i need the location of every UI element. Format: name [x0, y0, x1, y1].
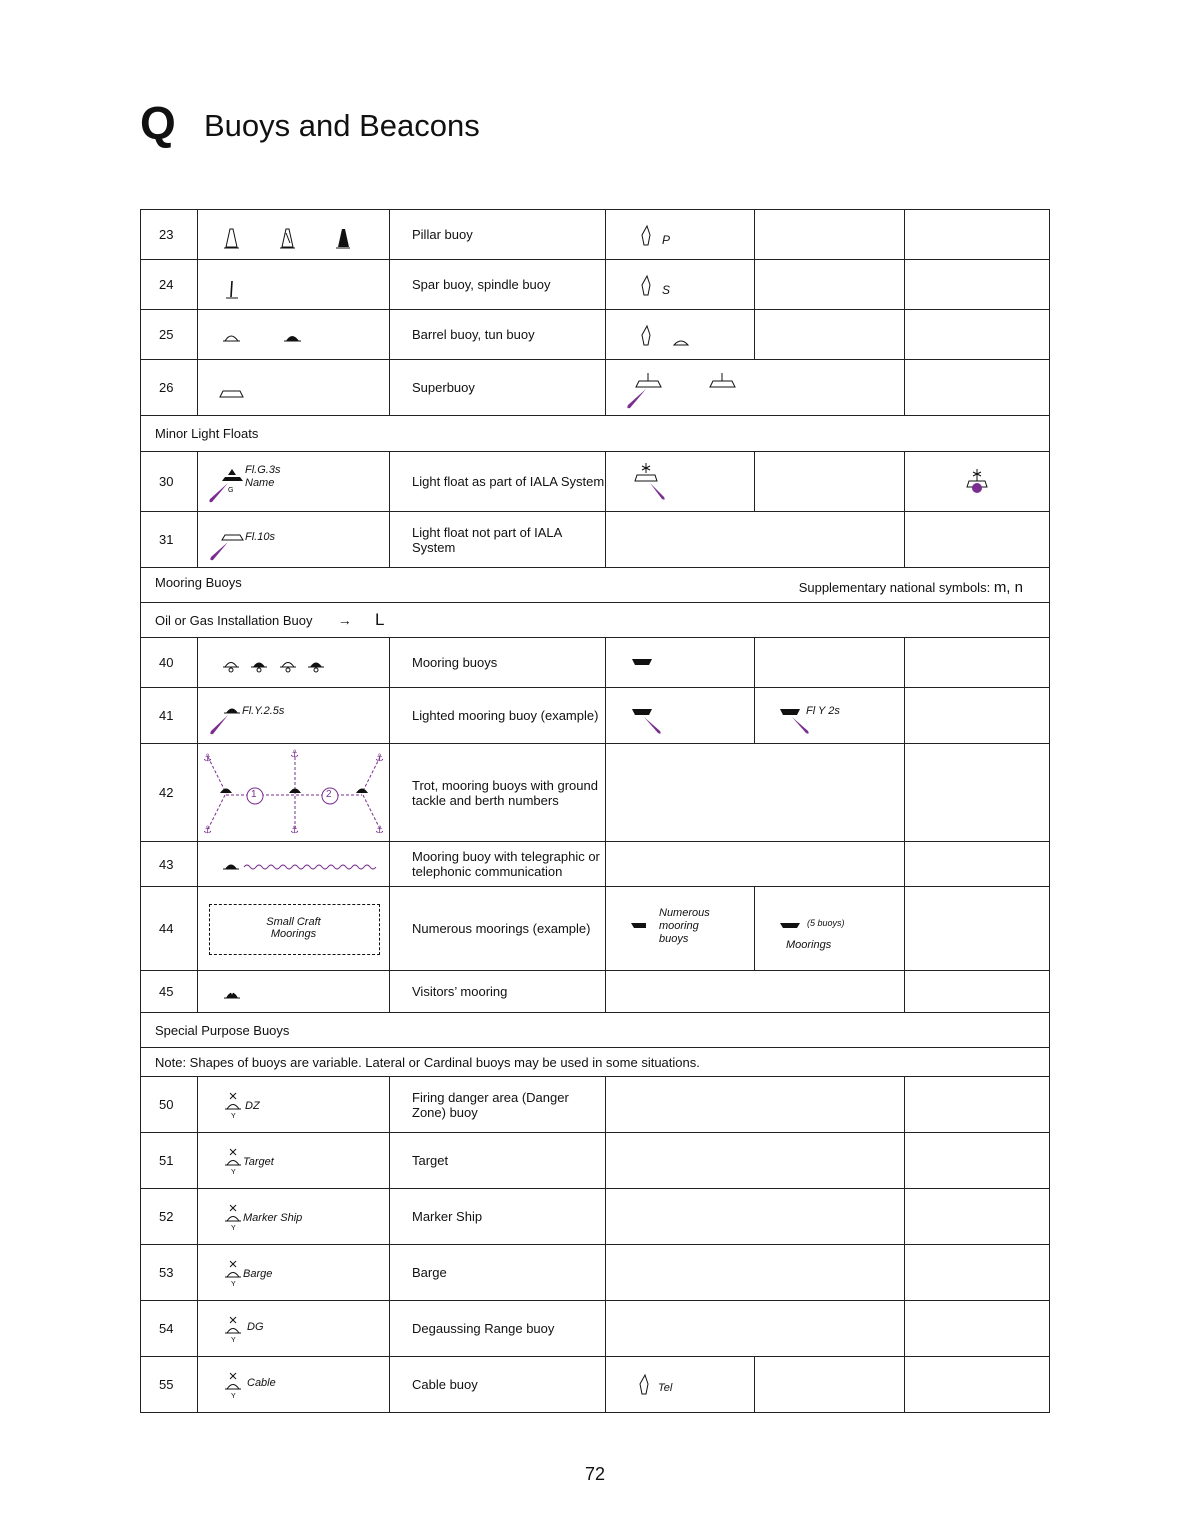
table-row	[141, 1301, 1050, 1357]
symbol-cell	[198, 1077, 390, 1133]
special-buoy-icon	[198, 1078, 244, 1132]
buoy-colour-code: Y	[231, 1168, 236, 1176]
mooring-buoy-iala-icon	[606, 888, 646, 970]
symbol-table	[140, 209, 1050, 1413]
light-float-alt-icon	[905, 453, 1049, 511]
row-number: 30	[141, 452, 198, 512]
name-label: Name	[245, 476, 275, 489]
symbol-description: Trot, mooring buoys with ground tackle and berth numbers	[390, 744, 606, 842]
special-buoy-icon	[198, 1134, 244, 1188]
empty-cell	[905, 638, 1050, 688]
pillar-buoy-iala-icon	[638, 211, 678, 259]
table-row	[141, 452, 1050, 512]
row-number: 53	[141, 1245, 198, 1301]
symbol-cell	[198, 1357, 390, 1413]
empty-cell	[905, 1077, 1050, 1133]
empty-cell	[755, 310, 905, 360]
symbol-description: Cable buoy	[390, 1357, 606, 1413]
pillar-buoy-icon	[198, 211, 388, 259]
row-number: 31	[141, 512, 198, 568]
note-text: Oil or Gas Installation Buoy	[155, 613, 313, 628]
anchor-icon: ⚓	[375, 824, 384, 836]
symbol-cell	[198, 452, 390, 512]
symbol-cell	[198, 744, 390, 842]
symbol-description: Pillar buoy	[390, 210, 606, 260]
empty-cell	[606, 1077, 905, 1133]
note-text: Note: Shapes of buoys are variable. Lateral or Cardinal buoys may be used in some situations.	[141, 1048, 1050, 1077]
buoy-tag: Barge	[243, 1267, 273, 1280]
section-heading: Special Purpose Buoys	[141, 1013, 1050, 1048]
buoy-tag: Cable	[247, 1376, 276, 1389]
symbol-cell	[198, 310, 390, 360]
mooring-area-label	[209, 916, 378, 940]
empty-cell	[606, 842, 905, 887]
empty-cell	[905, 210, 1050, 260]
empty-cell	[905, 1245, 1050, 1301]
iala-cell	[606, 887, 755, 971]
symbol-description: Lighted mooring buoy (example)	[390, 688, 606, 744]
table-row	[141, 310, 1050, 360]
mooring-buoy-alt-icon	[755, 888, 805, 970]
row-number: 41	[141, 688, 198, 744]
row-number: 23	[141, 210, 198, 260]
symbol-cell	[905, 452, 1050, 512]
symbol-cell	[198, 842, 390, 887]
empty-cell	[905, 1301, 1050, 1357]
light-char-label: Fl.10s	[245, 530, 275, 543]
symbol-description: Numerous moorings (example)	[390, 887, 606, 971]
empty-cell	[905, 260, 1050, 310]
barrel-buoy-iala-icon	[606, 311, 754, 359]
light-float-sub: G	[228, 486, 234, 494]
symbol-cell	[755, 887, 905, 971]
label-line: Numerous	[659, 906, 710, 919]
symbol-cell	[198, 638, 390, 688]
symbol-cell	[198, 1245, 390, 1301]
empty-cell	[905, 1189, 1050, 1245]
label-line: buoys	[659, 932, 689, 945]
buoy-colour-code: Y	[231, 1280, 236, 1288]
empty-cell	[905, 310, 1050, 360]
row-number: 44	[141, 887, 198, 971]
anchor-icon: ⚓	[203, 752, 212, 764]
row-number: 51	[141, 1133, 198, 1189]
mooring-area-line: Small Craft	[266, 915, 321, 928]
table-row	[141, 360, 1050, 416]
iala-label: Tel	[658, 1381, 673, 1394]
row-number: 25	[141, 310, 198, 360]
table-row	[141, 512, 1050, 568]
trot-mooring-icon	[198, 745, 388, 841]
row-number: 52	[141, 1189, 198, 1245]
empty-cell	[606, 1301, 905, 1357]
mooring-buoy-iala-icon	[606, 639, 754, 687]
lighted-mooring-iala-icon	[606, 689, 754, 743]
section-row	[141, 416, 1050, 452]
iala-cell	[606, 360, 905, 416]
row-number: 54	[141, 1301, 198, 1357]
anchor-icon: ⚓	[203, 824, 212, 836]
symbol-description: Light float not part of IALA System	[390, 512, 606, 568]
symbol-cell	[198, 688, 390, 744]
buoy-tag: DG	[247, 1320, 264, 1333]
empty-cell	[755, 210, 905, 260]
supplementary-label: Supplementary national symbols:	[798, 579, 991, 595]
note-row	[141, 603, 1050, 638]
table-row	[141, 1189, 1050, 1245]
symbol-cell	[198, 1189, 390, 1245]
mooring-area-line: Moorings	[270, 927, 317, 940]
symbol-description: Spar buoy, spindle buoy	[390, 260, 606, 310]
symbol-cell	[198, 887, 390, 971]
anchor-icon: ⚓	[290, 748, 299, 760]
note-row	[141, 1048, 1050, 1077]
buoy-colour-code: Y	[231, 1112, 236, 1120]
iala-cell	[606, 1357, 755, 1413]
empty-cell	[905, 512, 1050, 568]
berth-number: 1	[251, 788, 257, 800]
section-row	[141, 568, 1050, 603]
iala-cell	[606, 638, 755, 688]
buoy-colour-code: Y	[231, 1224, 236, 1232]
spar-buoy-icon	[198, 261, 388, 309]
empty-cell	[755, 1357, 905, 1413]
superbuoy-icon	[198, 361, 388, 415]
symbol-description: Barrel buoy, tun buoy	[390, 310, 606, 360]
arrow-icon: →	[337, 612, 352, 628]
supplementary-values: m, n	[993, 578, 1023, 596]
buoy-tag: Marker Ship	[243, 1211, 303, 1224]
anchor-icon: ⚓	[290, 824, 299, 836]
symbol-description: Target	[390, 1133, 606, 1189]
iala-cell	[606, 688, 755, 744]
buoy-colour-code: Y	[231, 1336, 236, 1344]
row-number: 26	[141, 360, 198, 416]
mooring-buoys-icon	[198, 639, 388, 687]
iala-cell	[606, 452, 755, 512]
symbol-cell	[198, 971, 390, 1013]
light-char-label: Fl.G.3s	[245, 463, 281, 476]
empty-cell	[905, 688, 1050, 744]
empty-cell	[606, 1133, 905, 1189]
symbol-cell	[198, 210, 390, 260]
section-heading	[141, 568, 1050, 603]
barrel-buoy-icon	[198, 311, 388, 359]
symbol-description: Degaussing Range buoy	[390, 1301, 606, 1357]
symbol-cell	[198, 360, 390, 416]
empty-cell	[905, 842, 1050, 887]
empty-cell	[606, 1245, 905, 1301]
table-row	[141, 688, 1050, 744]
special-buoy-icon	[198, 1358, 244, 1412]
symbol-description: Visitors’ mooring	[390, 971, 606, 1013]
table-row	[141, 744, 1050, 842]
light-char-label: Fl Y 2s	[806, 704, 840, 717]
iala-label: S	[662, 282, 671, 297]
symbol-description: Barge	[390, 1245, 606, 1301]
spar-buoy-iala-icon	[638, 261, 678, 309]
table-row	[141, 210, 1050, 260]
section-title: Mooring Buoys	[155, 574, 242, 590]
symbol-cell	[198, 1133, 390, 1189]
iala-label: P	[662, 232, 671, 247]
empty-cell	[755, 260, 905, 310]
anchor-icon: ⚓	[375, 752, 384, 764]
row-number: 24	[141, 260, 198, 310]
light-char-label: Fl.Y.2.5s	[242, 704, 285, 717]
symbol-cell	[755, 688, 905, 744]
telegraphic-mooring-icon	[198, 843, 388, 886]
empty-cell	[755, 638, 905, 688]
table-row	[141, 1133, 1050, 1189]
row-number: 45	[141, 971, 198, 1013]
empty-cell	[606, 971, 905, 1013]
symbol-cell	[198, 1301, 390, 1357]
special-buoy-icon	[198, 1246, 244, 1300]
section-heading: Minor Light Floats	[141, 416, 1050, 452]
light-float-iala-icon	[606, 453, 754, 511]
table-row	[141, 1077, 1050, 1133]
row-number: 55	[141, 1357, 198, 1413]
table-row	[141, 1245, 1050, 1301]
empty-cell	[606, 1189, 905, 1245]
empty-cell	[606, 744, 905, 842]
symbol-description: Marker Ship	[390, 1189, 606, 1245]
page-title: Buoys and Beacons	[204, 108, 480, 143]
section-letter: Q	[140, 97, 176, 149]
iala-cell	[606, 260, 755, 310]
table-row	[141, 971, 1050, 1013]
moorings-label: Moorings	[786, 938, 832, 951]
symbol-cell	[198, 260, 390, 310]
label-line: mooring	[659, 919, 699, 932]
row-number: 42	[141, 744, 198, 842]
table-row	[141, 887, 1050, 971]
table-row	[141, 842, 1050, 887]
symbol-description: Mooring buoy with telegraphic or telephonic communication	[390, 842, 606, 887]
numerous-label	[659, 907, 710, 946]
supplementary-note	[799, 575, 1049, 596]
empty-cell	[905, 744, 1050, 842]
symbol-description: Superbuoy	[390, 360, 606, 416]
cross-reference	[141, 603, 1050, 638]
table-row	[141, 1357, 1050, 1413]
symbol-description: Light float as part of IALA System	[390, 452, 606, 512]
superbuoy-iala-icon	[606, 361, 904, 415]
symbol-description: Firing danger area (Danger Zone) buoy	[390, 1077, 606, 1133]
table-row	[141, 260, 1050, 310]
symbol-cell	[198, 512, 390, 568]
symbol-description: Mooring buoys	[390, 638, 606, 688]
buoy-colour-code: Y	[231, 1392, 236, 1400]
buoy-tag: DZ	[245, 1099, 260, 1112]
section-row	[141, 1013, 1050, 1048]
empty-cell	[905, 971, 1050, 1013]
table-row	[141, 638, 1050, 688]
visitors-mooring-icon	[198, 972, 388, 1012]
special-buoy-icon	[198, 1302, 244, 1356]
buoy-tag: Target	[243, 1155, 274, 1168]
reference-letter: L	[375, 610, 385, 629]
row-number: 40	[141, 638, 198, 688]
empty-cell	[905, 360, 1050, 416]
empty-cell	[905, 1357, 1050, 1413]
special-buoy-icon	[198, 1190, 244, 1244]
berth-number: 2	[326, 788, 332, 800]
page-number: 72	[584, 1464, 606, 1484]
buoy-count-label: (5 buoys)	[807, 917, 845, 928]
iala-cell	[606, 210, 755, 260]
empty-cell	[905, 1133, 1050, 1189]
empty-cell	[755, 452, 905, 512]
row-number: 43	[141, 842, 198, 887]
empty-cell	[606, 512, 905, 568]
empty-cell	[905, 887, 1050, 971]
iala-cell	[606, 310, 755, 360]
row-number: 50	[141, 1077, 198, 1133]
